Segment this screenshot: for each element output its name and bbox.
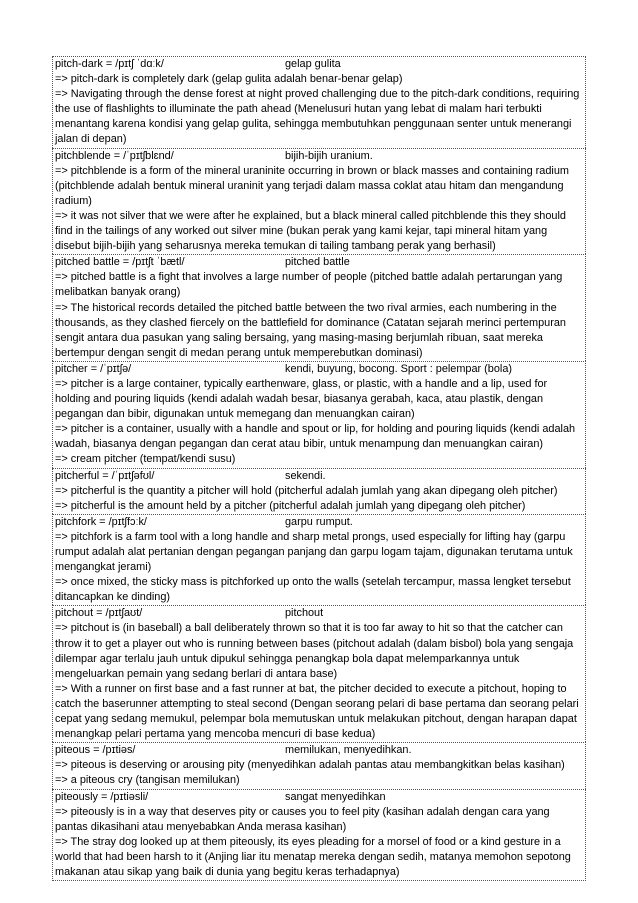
entry-meaning: gelap gulita [285, 58, 341, 70]
dictionary-entry [52, 789, 586, 882]
entry-meaning: pitched battle [285, 256, 350, 269]
dictionary-entry [52, 254, 586, 361]
entry-term: pitched battle = /pɪtʃt ˈbætl/ [55, 256, 185, 269]
entry-example-line: => pitchout is (in baseball) a ball deliberately thrown so that it is too far away to hit so that the catcher can throw it to get a player out who is running between bases (pitchout adalah (dalam bisbol) bola yang sengaja dilempar agar terlalu jauh untuk dipukul sehingga penangkap bola dapat melemparkannya untuk mengeluarkan pemain yang sedang berlari di antara base) [55, 622, 574, 680]
entry-term: pitcherful = /ˈpɪtʃəfʊl/ [55, 469, 155, 482]
entry-example-line: => once mixed, the sticky mass is pitchforked up onto the walls (setelah tercampur, massa lengket tersebut ditancapkan ke dinding) [55, 576, 571, 604]
entry-example-line: => piteously is in a way that deserves pity or causes you to feel pity (kasihan adalah dengan cara yang pantas dikasihani atau menyebabkan Anda merasa kasihan) [55, 805, 550, 833]
entry-heading [55, 515, 583, 530]
entry-heading [55, 790, 583, 805]
entry-example-line: => it was not silver that we were after he explained, but a black mineral called pitchblende this they should find in the tailings of any worked out silver mine (bukan perak yang kami kejar, tapi mineral hitam yang disebut bijih-bijih yang seharusnya mereka temukan di tailing tambang perak yang berhasil) [55, 209, 566, 253]
dictionary-page [52, 56, 586, 881]
entry-term: pitcher = /ˈpɪtʃə/ [55, 362, 132, 375]
entry-example-line: => With a runner on first base and a fast runner at bat, the pitcher decided to execute a pitchout, hoping to catch the baserunner attempting to steal second (Dengan seorang pelari di base pertama dan seorang pelari cepat yang sedang memukul, pelempar bola memutuskan untuk melakukan pitchout, dengan harapan dapat menangkap pelari pertama yang mencoba mencuri di base kedua) [55, 682, 579, 741]
entry-example-line: => a piteous cry (tangisan memilukan) [55, 774, 240, 787]
entry-heading [55, 362, 583, 377]
dictionary-entry [52, 148, 586, 255]
entry-example-line: => pitcher is a large container, typically earthenware, glass, or plastic, with a handle and a lip, used for holding and pouring liquids (kendi adalah wadah besar, biasanya gerabah, kaca, atau plastik, dengan pegangan dan bibir, digunakan untuk memegang dan menuangkan cairan) [55, 377, 548, 421]
entry-meaning: memilukan, menyedihkan. [285, 744, 412, 757]
entry-example-line: => pitched battle is a fight that involves a large number of people (pitched battle adalah pertarungan yang melibatkan banyak orang) [55, 271, 563, 299]
entry-heading [55, 57, 583, 72]
entry-example-line: => cream pitcher (tempat/kendi susu) [55, 453, 236, 466]
entry-meaning: garpu rumput. [285, 515, 353, 528]
entry-meaning: sekendi. [285, 469, 326, 482]
entry-example-line: => The stray dog looked up at them piteously, its eyes pleading for a morsel of food or a kind gesture in a world that had been harsh to it (Anjing liar itu menatap mereka dengan sedih, matanya memohon sepotong makanan atau sikap yang baik di dunia yang begitu keras terhadapnya) [55, 835, 571, 878]
entry-meaning: kendi, buyung, bocong. Sport : pelempar (bola) [285, 362, 513, 375]
entry-term: pitchfork = /pɪtʃfɔːk/ [55, 515, 147, 528]
entry-example-line: => The historical records detailed the pitched battle between the two rival armies, each numbering in the thousands, as they clashed fiercely on the battlefield for dominance (Catatan sejarah merinci pertempuran sengit antara dua pasukan yang saling bersaing, yang masing-masing berjumlah ribuan, saat mereka bertempur dengan sengit di medan perang untuk memperebutkan dominasi) [55, 301, 566, 359]
dictionary-entry [52, 742, 586, 788]
entry-meaning: pitchout [285, 607, 324, 620]
entry-heading [55, 743, 583, 758]
entry-heading [55, 606, 583, 621]
entry-heading [55, 255, 583, 270]
entry-example-line: => pitch-dark is completely dark (gelap gulita adalah benar-benar gelap) [55, 73, 403, 86]
entry-term: piteous = /pɪtiəs/ [55, 744, 136, 757]
entry-term: pitchblende = /ˈpɪtʃblɛnd/ [55, 149, 174, 162]
entry-term: piteously = /pɪtiəsli/ [55, 790, 149, 803]
entry-heading [55, 469, 583, 484]
entry-heading [55, 149, 583, 164]
entry-example-line: => pitcherful is the quantity a pitcher will hold (pitcherful adalah jumlah yang akan dipegang oleh pitcher) [55, 484, 558, 497]
dictionary-entry [52, 514, 586, 606]
dictionary-entry [52, 361, 586, 468]
entry-example-line: => piteous is deserving or arousing pity (menyedihkan adalah pantas atau membangkitkan belas kasihan) [55, 759, 565, 772]
dictionary-entry [52, 468, 586, 514]
entry-example-line: => pitcherful is the amount held by a pitcher (pitcherful adalah jumlah yang dipegang oleh pitcher) [55, 499, 526, 512]
entry-meaning: sangat menyedihkan [285, 790, 386, 803]
entry-term: pitch-dark = /pɪtʃ ˈdɑːk/ [55, 58, 164, 70]
dictionary-entry [52, 56, 586, 148]
entry-term: pitchout = /pɪtʃaʊt/ [55, 607, 143, 620]
entry-example-line: => pitcher is a container, usually with a handle and spout or lip, for holding and pouring liquids (kendi adalah wadah, biasanya dengan pegangan dan cerat atau bibir, untuk menampung dan menuangkan cairan) [55, 423, 576, 451]
entry-example-line: => Navigating through the dense forest at night proved challenging due to the pitch-dark conditions, requiring the use of flashlights to illuminate the path ahead (Menelusuri hutan yang lebat di malam hari terbukti menantang karena kondisi yang gelap gulita, sehingga membutuhkan penggunaan senter untuk menerangi jalan di depan) [55, 88, 580, 146]
entry-example-line: => pitchfork is a farm tool with a long handle and sharp metal prongs, used especially for lifting hay (garpu rumput adalah alat pertanian dengan pegangan panjang dan garpu logam tajam, digunakan terutama untuk mengangkat jerami) [55, 530, 573, 574]
entry-example-line: => pitchblende is a form of the mineral uraninite occurring in brown or black masses and containing radium (pitchblende adalah bentuk mineral uraninit yang terjadi dalam massa coklat atau hitam dan mengandung radium) [55, 164, 569, 207]
dictionary-entry [52, 605, 586, 742]
entry-meaning: bijih-bijih uranium. [285, 149, 373, 162]
